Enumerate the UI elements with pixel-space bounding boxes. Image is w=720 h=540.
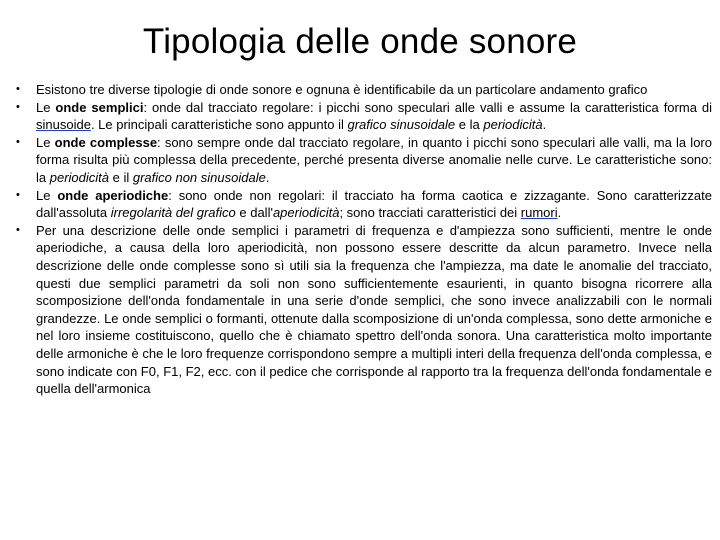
text-run: . [542, 117, 547, 133]
bullet-marker: • [16, 188, 20, 201]
italic-term: aperiodicità [272, 205, 340, 221]
bullet-marker: • [16, 223, 20, 236]
bullet-item [12, 99, 712, 134]
bold-term: onde aperiodiche [57, 187, 169, 203]
text-run: Le [36, 99, 56, 115]
bold-term: onde complesse [54, 134, 158, 150]
text-run: : sono sempre onde dal tracciato regolare, in quanto i picchi sono speculari alle valli, ma la loro forma risulta più complessa della precedente, perché presenta diverse anomalie nelle curve. Le caratteristiche sono: la [36, 134, 712, 185]
text-run: : onde dal tracciato regolare: i picchi sono speculari alle valli e assume la caratteristica forma di [143, 99, 712, 115]
text-run: . [265, 169, 270, 185]
hyperlink[interactable]: rumori [520, 205, 558, 221]
text-run: . Le principali caratteristiche sono appunto il [90, 117, 348, 133]
text-run: . [557, 205, 562, 221]
bold-term: onde semplici [55, 99, 144, 115]
text-run: Le [36, 134, 55, 150]
bullet-marker: • [16, 100, 20, 113]
bullet-item [12, 222, 712, 398]
bullet-item [12, 134, 712, 187]
bullet-list [12, 81, 712, 398]
italic-term: periodicità [49, 169, 109, 185]
text-run: Per una descrizione delle onde semplici i parametri di frequenza e d'ampiezza sono sufficienti, mentre le onde aperiodiche, a causa della loro aperiodicità, non possono essere descritte da alcun parametro. Invece nella descrizione delle onde complesse sono sì utili sia la frequenza che l'ampiezza, ma date le anomalie del tracciato, questi due semplici parametri da soli non sono sufficientemente esaurienti, in quanto bisogna ricorrere alla scomposizione dell'onda fondamentale in una serie d'onde semplici, che sono invece analizzabili con le normali grandezze. Le onde semplici o formanti, ottenute dalla scomposizione di un'onda complessa, sono dette armoniche e nel loro insieme costituiscono, quello che è chiamato spettro dell'onda sonora. Una caratteristica molto importante delle armoniche è che le loro frequenze corrispondono sempre a multipli interi della frequenza dell'onda complessa, e sono indicate con F0, F1, F2, ecc. con il pedice che corrisponde al rapporto tra la frequenza dell'onda fondamentale e quella dell'armonica [36, 222, 712, 397]
text-run: e la [455, 117, 484, 133]
bullet-text [36, 188, 712, 221]
hyperlink[interactable]: sinusoide [36, 117, 91, 133]
slide-title: Tipologia delle onde sonore [142, 22, 578, 61]
bullet-item [12, 81, 712, 99]
bullet-marker: • [16, 83, 20, 95]
bullet-marker: • [16, 135, 20, 148]
text-run: ; sono tracciati caratteristici dei [339, 205, 521, 221]
italic-term: periodicità [483, 117, 543, 133]
text-run: e il [109, 169, 133, 185]
italic-term: grafico sinusoidale [347, 117, 456, 133]
italic-term: grafico non sinusoidale [132, 169, 266, 185]
text-run: Le [36, 187, 58, 203]
bullet-text [36, 82, 647, 97]
bullet-text [36, 100, 712, 133]
bullet-text [36, 223, 712, 396]
bullet-item [12, 187, 712, 222]
text-run: : sono onde non regolari: il tracciato ha forma caotica e zizzagante. Sono caratterizzate dall'assoluta [36, 187, 712, 221]
bullet-text [36, 135, 712, 185]
text-run: Esistono tre diverse tipologie di onde sonore e ognuna è identificabile da un particolare andamento grafico [36, 82, 648, 97]
italic-term: irregolarità del grafico [110, 205, 236, 221]
text-run: e dall' [235, 205, 273, 221]
